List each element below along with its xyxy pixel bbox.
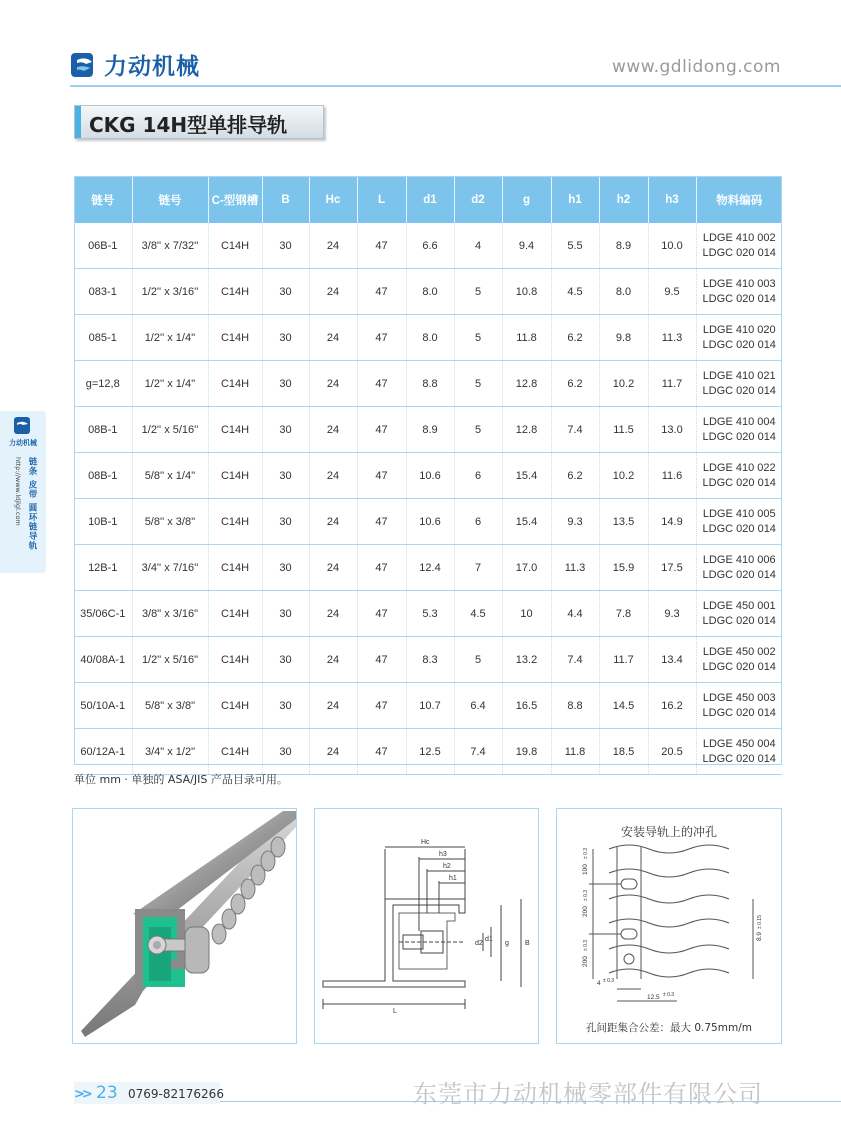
cell-material-code xyxy=(696,361,782,407)
cell-hc: 24 xyxy=(309,637,357,683)
footer-phone: 0769-82176266 xyxy=(128,1087,224,1101)
cell-h1: 5.5 xyxy=(551,223,599,269)
cell-b: 30 xyxy=(262,407,309,453)
cell-h3: 13.0 xyxy=(648,407,696,453)
cell-h1: 6.2 xyxy=(551,315,599,361)
cell-material-code xyxy=(696,223,782,269)
cell-h3: 11.7 xyxy=(648,361,696,407)
cell-chain-pitch: 5/8'' x 1/4'' xyxy=(132,453,208,499)
header-divider xyxy=(70,85,841,87)
cell-h3: 11.6 xyxy=(648,453,696,499)
cell-h3: 11.3 xyxy=(648,315,696,361)
material-code-primary: LDGE 410 004 xyxy=(702,415,776,428)
side-brand: 力动机械 xyxy=(9,439,37,447)
cell-l: 47 xyxy=(357,545,406,591)
cell-h1: 9.3 xyxy=(551,499,599,545)
cell-h3: 17.5 xyxy=(648,545,696,591)
cell-c-channel: C14H xyxy=(208,407,262,453)
col-header-hc: Hc xyxy=(309,176,357,223)
cell-c-channel: C14H xyxy=(208,637,262,683)
cell-c-channel: C14H xyxy=(208,499,262,545)
cell-g: 10 xyxy=(502,591,551,637)
material-code-secondary: LDGC 020 014 xyxy=(702,614,776,627)
cell-b: 30 xyxy=(262,591,309,637)
hole-tol-12-5: ± 0.3 xyxy=(663,992,675,998)
col-header-d1: d1 xyxy=(406,176,454,223)
holes-tolerance-note: 孔间距集合公差：最大 0.75mm/m xyxy=(586,1022,752,1034)
dim-label-h2: h2 xyxy=(443,863,451,870)
cell-l: 47 xyxy=(357,729,406,775)
dim-label-d1: d1 xyxy=(485,936,493,943)
cell-g: 15.4 xyxy=(502,453,551,499)
table-row xyxy=(74,499,782,545)
material-code-primary: LDGE 410 020 xyxy=(702,323,776,336)
cell-g: 12.8 xyxy=(502,407,551,453)
cell-h2: 8.0 xyxy=(599,269,648,315)
hole-dim-8-9: 8.9 xyxy=(756,931,763,941)
col-header-chain-pitch: 链号 xyxy=(132,176,208,223)
cell-b: 30 xyxy=(262,361,309,407)
dim-label-hc: Hc xyxy=(421,839,430,846)
website-link[interactable]: www.gdlidong.com xyxy=(611,57,781,77)
cell-chain-no: 12B-1 xyxy=(74,545,132,591)
cross-section-panel xyxy=(314,808,539,1044)
cell-chain-pitch: 1/2" x 5/16" xyxy=(132,637,208,683)
cell-h2: 13.5 xyxy=(599,499,648,545)
cell-h2: 10.2 xyxy=(599,453,648,499)
dim-label-h1: h1 xyxy=(449,875,457,882)
cell-material-code xyxy=(696,683,782,729)
col-header-d2: d2 xyxy=(454,176,502,223)
cell-b: 30 xyxy=(262,729,309,775)
material-code-primary: LDGE 410 003 xyxy=(702,277,776,290)
hole-tol-200b: ± 0.3 xyxy=(583,939,589,951)
cell-chain-no: 40/08A-1 xyxy=(74,637,132,683)
material-code-secondary: LDGC 020 014 xyxy=(702,568,776,581)
material-code-secondary: LDGC 020 014 xyxy=(702,660,776,673)
dim-label-l: L xyxy=(393,1008,397,1015)
cell-d2: 5 xyxy=(454,315,502,361)
cell-chain-no: 08B-1 xyxy=(74,453,132,499)
product-photo-panel xyxy=(72,808,297,1044)
cell-chain-no: 50/10A-1 xyxy=(74,683,132,729)
cell-chain-pitch: 3/8'' x 7/32'' xyxy=(132,223,208,269)
material-code-primary: LDGE 410 022 xyxy=(702,461,776,474)
table-row xyxy=(74,223,782,269)
cell-g: 12.8 xyxy=(502,361,551,407)
cell-g: 15.4 xyxy=(502,499,551,545)
cell-d1: 8.3 xyxy=(406,637,454,683)
cell-d2: 6 xyxy=(454,499,502,545)
material-code-primary: LDGE 450 003 xyxy=(702,691,776,704)
table-row xyxy=(74,683,782,729)
cell-d2: 7.4 xyxy=(454,729,502,775)
cell-chain-no: 08B-1 xyxy=(74,407,132,453)
brand-name: 力动机械 xyxy=(104,54,200,80)
cell-hc: 24 xyxy=(309,361,357,407)
cell-d2: 4.5 xyxy=(454,591,502,637)
cell-c-channel: C14H xyxy=(208,269,262,315)
cell-material-code xyxy=(696,453,782,499)
page-number: 23 xyxy=(96,1083,118,1103)
hole-tol-100: ± 0.3 xyxy=(583,847,589,859)
cell-material-code xyxy=(696,269,782,315)
col-header-l: L xyxy=(357,176,406,223)
cell-b: 30 xyxy=(262,683,309,729)
cell-chain-pitch: 5/8" x 3/8" xyxy=(132,683,208,729)
cell-b: 30 xyxy=(262,269,309,315)
title-accent-bar xyxy=(75,106,81,138)
cell-material-code xyxy=(696,545,782,591)
cell-d1: 8.0 xyxy=(406,269,454,315)
col-header-b: B xyxy=(262,176,309,223)
hole-dim-12-5: 12.5 xyxy=(647,994,660,1001)
cell-h1: 4.4 xyxy=(551,591,599,637)
material-code-secondary: LDGC 020 014 xyxy=(702,752,776,765)
material-code-primary: LDGE 450 002 xyxy=(702,645,776,658)
cell-h1: 6.2 xyxy=(551,361,599,407)
cell-h2: 18.5 xyxy=(599,729,648,775)
cell-b: 30 xyxy=(262,453,309,499)
cell-g: 19.8 xyxy=(502,729,551,775)
cell-d1: 8.9 xyxy=(406,407,454,453)
cell-h1: 11.3 xyxy=(551,545,599,591)
holes-diagram xyxy=(557,839,781,1017)
cell-chain-pitch: 3/4" x 1/2" xyxy=(132,729,208,775)
material-code-secondary: LDGC 020 014 xyxy=(702,292,776,305)
cell-chain-pitch: 1/2'' x 1/4'' xyxy=(132,361,208,407)
col-header-h1: h1 xyxy=(551,176,599,223)
material-code-primary: LDGE 410 002 xyxy=(702,231,776,244)
cell-h2: 14.5 xyxy=(599,683,648,729)
cell-h1: 4.5 xyxy=(551,269,599,315)
cell-g: 17.0 xyxy=(502,545,551,591)
hole-dim-200b: 200 xyxy=(582,956,589,967)
cell-c-channel: C14H xyxy=(208,223,262,269)
cross-section-diagram xyxy=(315,809,538,1043)
cell-l: 47 xyxy=(357,269,406,315)
cell-chain-pitch: 1/2'' x 1/4'' xyxy=(132,315,208,361)
dim-label-b: B xyxy=(525,940,530,947)
hole-dim-200a: 200 xyxy=(582,906,589,917)
table-row xyxy=(74,637,782,683)
cell-chain-pitch: 3/4'' x 7/16'' xyxy=(132,545,208,591)
cell-b: 30 xyxy=(262,223,309,269)
cell-hc: 24 xyxy=(309,315,357,361)
material-code-primary: LDGE 410 021 xyxy=(702,369,776,382)
table-row xyxy=(74,545,782,591)
material-code-primary: LDGE 450 001 xyxy=(702,599,776,612)
spec-table xyxy=(74,176,782,775)
cell-d2: 5 xyxy=(454,407,502,453)
cell-d1: 10.6 xyxy=(406,499,454,545)
company-name: 东莞市力动机械零部件有限公司 xyxy=(413,1080,763,1108)
table-row xyxy=(74,315,782,361)
cell-h2: 11.7 xyxy=(599,637,648,683)
cell-g: 13.2 xyxy=(502,637,551,683)
cell-material-code xyxy=(696,499,782,545)
brand-logo-icon xyxy=(70,50,100,80)
cell-c-channel: C14H xyxy=(208,453,262,499)
cell-h1: 11.8 xyxy=(551,729,599,775)
mounting-holes-panel xyxy=(556,808,782,1044)
cell-d2: 6 xyxy=(454,453,502,499)
cell-material-code xyxy=(696,591,782,637)
table-row xyxy=(74,361,782,407)
cell-h3: 20.5 xyxy=(648,729,696,775)
cell-d2: 4 xyxy=(454,223,502,269)
page-title-box xyxy=(74,105,324,139)
cell-c-channel: C14H xyxy=(208,315,262,361)
cell-hc: 24 xyxy=(309,545,357,591)
cell-chain-pitch: 1/2'' x 5/16'' xyxy=(132,407,208,453)
cell-c-channel: C14H xyxy=(208,361,262,407)
material-code-secondary: LDGC 020 014 xyxy=(702,706,776,719)
cell-h3: 9.3 xyxy=(648,591,696,637)
hole-tol-4: ± 0.3 xyxy=(603,978,615,984)
cell-l: 47 xyxy=(357,315,406,361)
cell-hc: 24 xyxy=(309,591,357,637)
side-category: 链条 皮带 圆环链导轨 xyxy=(27,457,37,551)
hole-dim-4: 4 xyxy=(597,980,601,987)
cell-d2: 7 xyxy=(454,545,502,591)
cell-l: 47 xyxy=(357,361,406,407)
cell-g: 11.8 xyxy=(502,315,551,361)
cell-b: 30 xyxy=(262,499,309,545)
col-header-h3: h3 xyxy=(648,176,696,223)
cell-d2: 5 xyxy=(454,361,502,407)
material-code-primary: LDGE 410 006 xyxy=(702,553,776,566)
cell-d1: 12.4 xyxy=(406,545,454,591)
cell-l: 47 xyxy=(357,223,406,269)
cell-material-code xyxy=(696,315,782,361)
cell-g: 9.4 xyxy=(502,223,551,269)
cell-hc: 24 xyxy=(309,223,357,269)
cell-d2: 5 xyxy=(454,637,502,683)
cell-chain-no: g=12,8 xyxy=(74,361,132,407)
cell-h3: 10.0 xyxy=(648,223,696,269)
cell-l: 47 xyxy=(357,591,406,637)
cell-b: 30 xyxy=(262,315,309,361)
cell-hc: 24 xyxy=(309,729,357,775)
cell-hc: 24 xyxy=(309,453,357,499)
material-code-primary: LDGE 450 004 xyxy=(702,737,776,750)
cell-h3: 16.2 xyxy=(648,683,696,729)
cell-h1: 8.8 xyxy=(551,683,599,729)
cell-h1: 7.4 xyxy=(551,407,599,453)
cell-h2: 15.9 xyxy=(599,545,648,591)
cell-c-channel: C14H xyxy=(208,545,262,591)
cell-l: 47 xyxy=(357,499,406,545)
cell-d1: 10.7 xyxy=(406,683,454,729)
double-chevron-icon: >> xyxy=(74,1087,90,1102)
cell-b: 30 xyxy=(262,545,309,591)
col-header-chain-no: 链号 xyxy=(74,176,132,223)
cell-h2: 10.2 xyxy=(599,361,648,407)
side-logo-icon xyxy=(12,416,34,436)
holes-title: 安装导轨上的冲孔 xyxy=(620,825,717,839)
material-code-secondary: LDGC 020 014 xyxy=(702,430,776,443)
side-url: http://www.ldjlgl.com xyxy=(14,457,22,526)
cell-d2: 6.4 xyxy=(454,683,502,729)
table-row xyxy=(74,269,782,315)
cell-l: 47 xyxy=(357,407,406,453)
cell-d2: 5 xyxy=(454,269,502,315)
cell-h1: 7.4 xyxy=(551,637,599,683)
guide-rail-photo xyxy=(73,809,296,1043)
cell-g: 16.5 xyxy=(502,683,551,729)
cell-c-channel: C14H xyxy=(208,729,262,775)
cell-c-channel: C14H xyxy=(208,591,262,637)
table-row xyxy=(74,453,782,499)
dim-label-d2: d2 xyxy=(475,940,483,947)
cell-chain-pitch: 3/8" x 3/16" xyxy=(132,591,208,637)
cell-h2: 8.9 xyxy=(599,223,648,269)
hole-tol-8-9: ± 0.15 xyxy=(757,915,763,929)
cell-h1: 6.2 xyxy=(551,453,599,499)
material-code-secondary: LDGC 020 014 xyxy=(702,476,776,489)
cell-chain-no: 60/12A-1 xyxy=(74,729,132,775)
cell-h3: 9.5 xyxy=(648,269,696,315)
cell-chain-pitch: 1/2'' x 3/16'' xyxy=(132,269,208,315)
cell-chain-no: 10B-1 xyxy=(74,499,132,545)
material-code-secondary: LDGC 020 014 xyxy=(702,246,776,259)
cell-material-code xyxy=(696,637,782,683)
material-code-secondary: LDGC 020 014 xyxy=(702,384,776,397)
cell-g: 10.8 xyxy=(502,269,551,315)
cell-d1: 10.6 xyxy=(406,453,454,499)
cell-d1: 8.0 xyxy=(406,315,454,361)
cell-hc: 24 xyxy=(309,683,357,729)
cell-h3: 13.4 xyxy=(648,637,696,683)
cell-b: 30 xyxy=(262,637,309,683)
hole-dim-100: 100 xyxy=(582,864,589,875)
cell-material-code xyxy=(696,729,782,775)
cell-d1: 5.3 xyxy=(406,591,454,637)
cell-h2: 11.5 xyxy=(599,407,648,453)
table-row xyxy=(74,407,782,453)
table-row xyxy=(74,729,782,775)
table-row xyxy=(74,591,782,637)
cell-d1: 12.5 xyxy=(406,729,454,775)
dim-label-h3: h3 xyxy=(439,851,447,858)
cell-d1: 8.8 xyxy=(406,361,454,407)
cell-c-channel: C14H xyxy=(208,683,262,729)
cell-l: 47 xyxy=(357,683,406,729)
cell-chain-no: 085-1 xyxy=(74,315,132,361)
material-code-secondary: LDGC 020 014 xyxy=(702,522,776,535)
cell-chain-pitch: 5/8'' x 3/8'' xyxy=(132,499,208,545)
cell-chain-no: 35/06C-1 xyxy=(74,591,132,637)
cell-d1: 6.6 xyxy=(406,223,454,269)
col-header-h2: h2 xyxy=(599,176,648,223)
table-footnote: 单位 mm · 单独的 ASA/JIS 产品目录可用。 xyxy=(74,773,288,786)
cell-material-code xyxy=(696,407,782,453)
cell-l: 47 xyxy=(357,637,406,683)
cell-chain-no: 083-1 xyxy=(74,269,132,315)
cell-chain-no: 06B-1 xyxy=(74,223,132,269)
hole-tol-200a: ± 0.3 xyxy=(583,889,589,901)
cell-l: 47 xyxy=(357,453,406,499)
cell-hc: 24 xyxy=(309,407,357,453)
cell-h2: 9.8 xyxy=(599,315,648,361)
table-header-row xyxy=(74,176,782,223)
side-category-tab[interactable] xyxy=(0,411,46,573)
cell-h3: 14.9 xyxy=(648,499,696,545)
cell-hc: 24 xyxy=(309,269,357,315)
material-code-primary: LDGE 410 005 xyxy=(702,507,776,520)
cell-hc: 24 xyxy=(309,499,357,545)
cell-h2: 7.8 xyxy=(599,591,648,637)
material-code-secondary: LDGC 020 014 xyxy=(702,338,776,351)
col-header-g: g xyxy=(502,176,551,223)
page-title: CKG 14H型单排导轨 xyxy=(89,113,288,137)
col-header-c-channel: C-型钢槽 xyxy=(208,176,262,223)
dim-label-g: g xyxy=(505,940,509,947)
col-header-material-code: 物料编码 xyxy=(696,176,782,223)
